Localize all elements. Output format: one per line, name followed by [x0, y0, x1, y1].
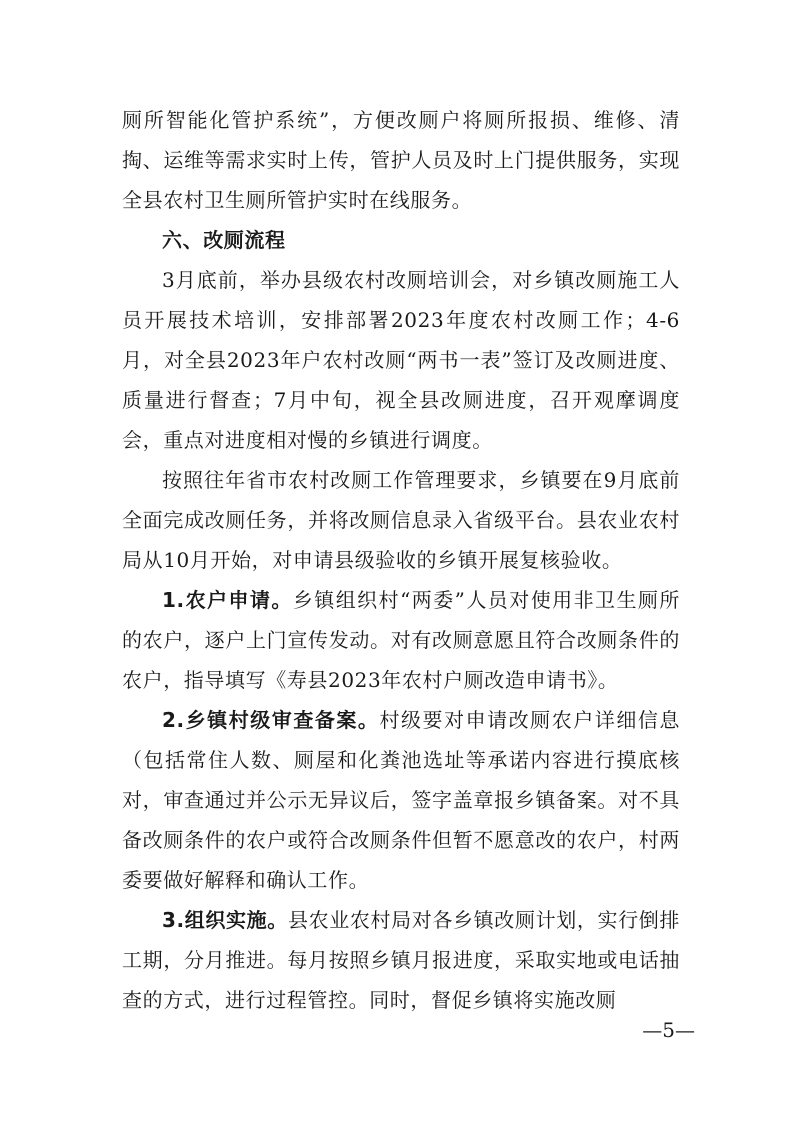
- list-item-1-lead: 1.农户申请。: [162, 588, 293, 612]
- list-item-3-lead: 3.组织实施。: [162, 908, 288, 932]
- paragraph-intro-continuation: 厕所智能化管护系统”，方便改厕户将厕所报损、维修、清掏、运维等需求实时上传，管护人员及时上门提供服务，实现全县农村卫生厕所管护实时在线服务。: [122, 108, 680, 212]
- list-item-3-text: 县农业农村局对各乡镇改厕计划，实行倒排工期，分月推进。每月按照乡镇月报进度，采取实地或电话抽查的方式，进行过程管控。同时，督促乡镇将实施改厕: [122, 908, 680, 1012]
- list-item-2: [122, 700, 680, 900]
- document-body: [122, 100, 680, 1020]
- list-item-1-text: 乡镇组织村“两委”人员对使用非卫生厕所的农户，逐户上门宣传发动。对有改厕意愿且符合改厕条件的农户，指导填写《寿县2023年农村户厕改造申请书》。: [122, 588, 680, 692]
- list-item-2-lead: 2.乡镇村级审查备案。: [162, 708, 380, 732]
- paragraph-schedule: 3月底前，举办县级农村改厕培训会，对乡镇改厕施工人员开展技术培训，安排部署2023年度农村改厕工作；4-6月，对全县2023年户农村改厕“两书一表”签订及改厕进度、质量进行督查；7月中旬，视全县改厕进度，召开观摩调度会，重点对进度相对慢的乡镇进行调度。: [122, 268, 680, 452]
- section-heading-6: 六、改厕流程: [162, 228, 286, 252]
- list-item-1: [122, 580, 680, 700]
- list-item-3: [122, 900, 680, 1020]
- paragraph-requirements: 按照往年省市农村改厕工作管理要求，乡镇要在9月底前全面完成改厕任务，并将改厕信息录入省级平台。县农业农村局从10月开始，对申请县级验收的乡镇开展复核验收。: [122, 468, 680, 572]
- page-number: —5—: [642, 1018, 695, 1042]
- list-item-2-text: 村级要对申请改厕农户详细信息（包括常住人数、厕屋和化粪池选址等承诺内容进行摸底核对，审查通过并公示无异议后，签字盖章报乡镇备案。对不具备改厕条件的农户或符合改厕条件但暂不愿意改的农户，村两委要做好解释和确认工作。: [122, 708, 680, 892]
